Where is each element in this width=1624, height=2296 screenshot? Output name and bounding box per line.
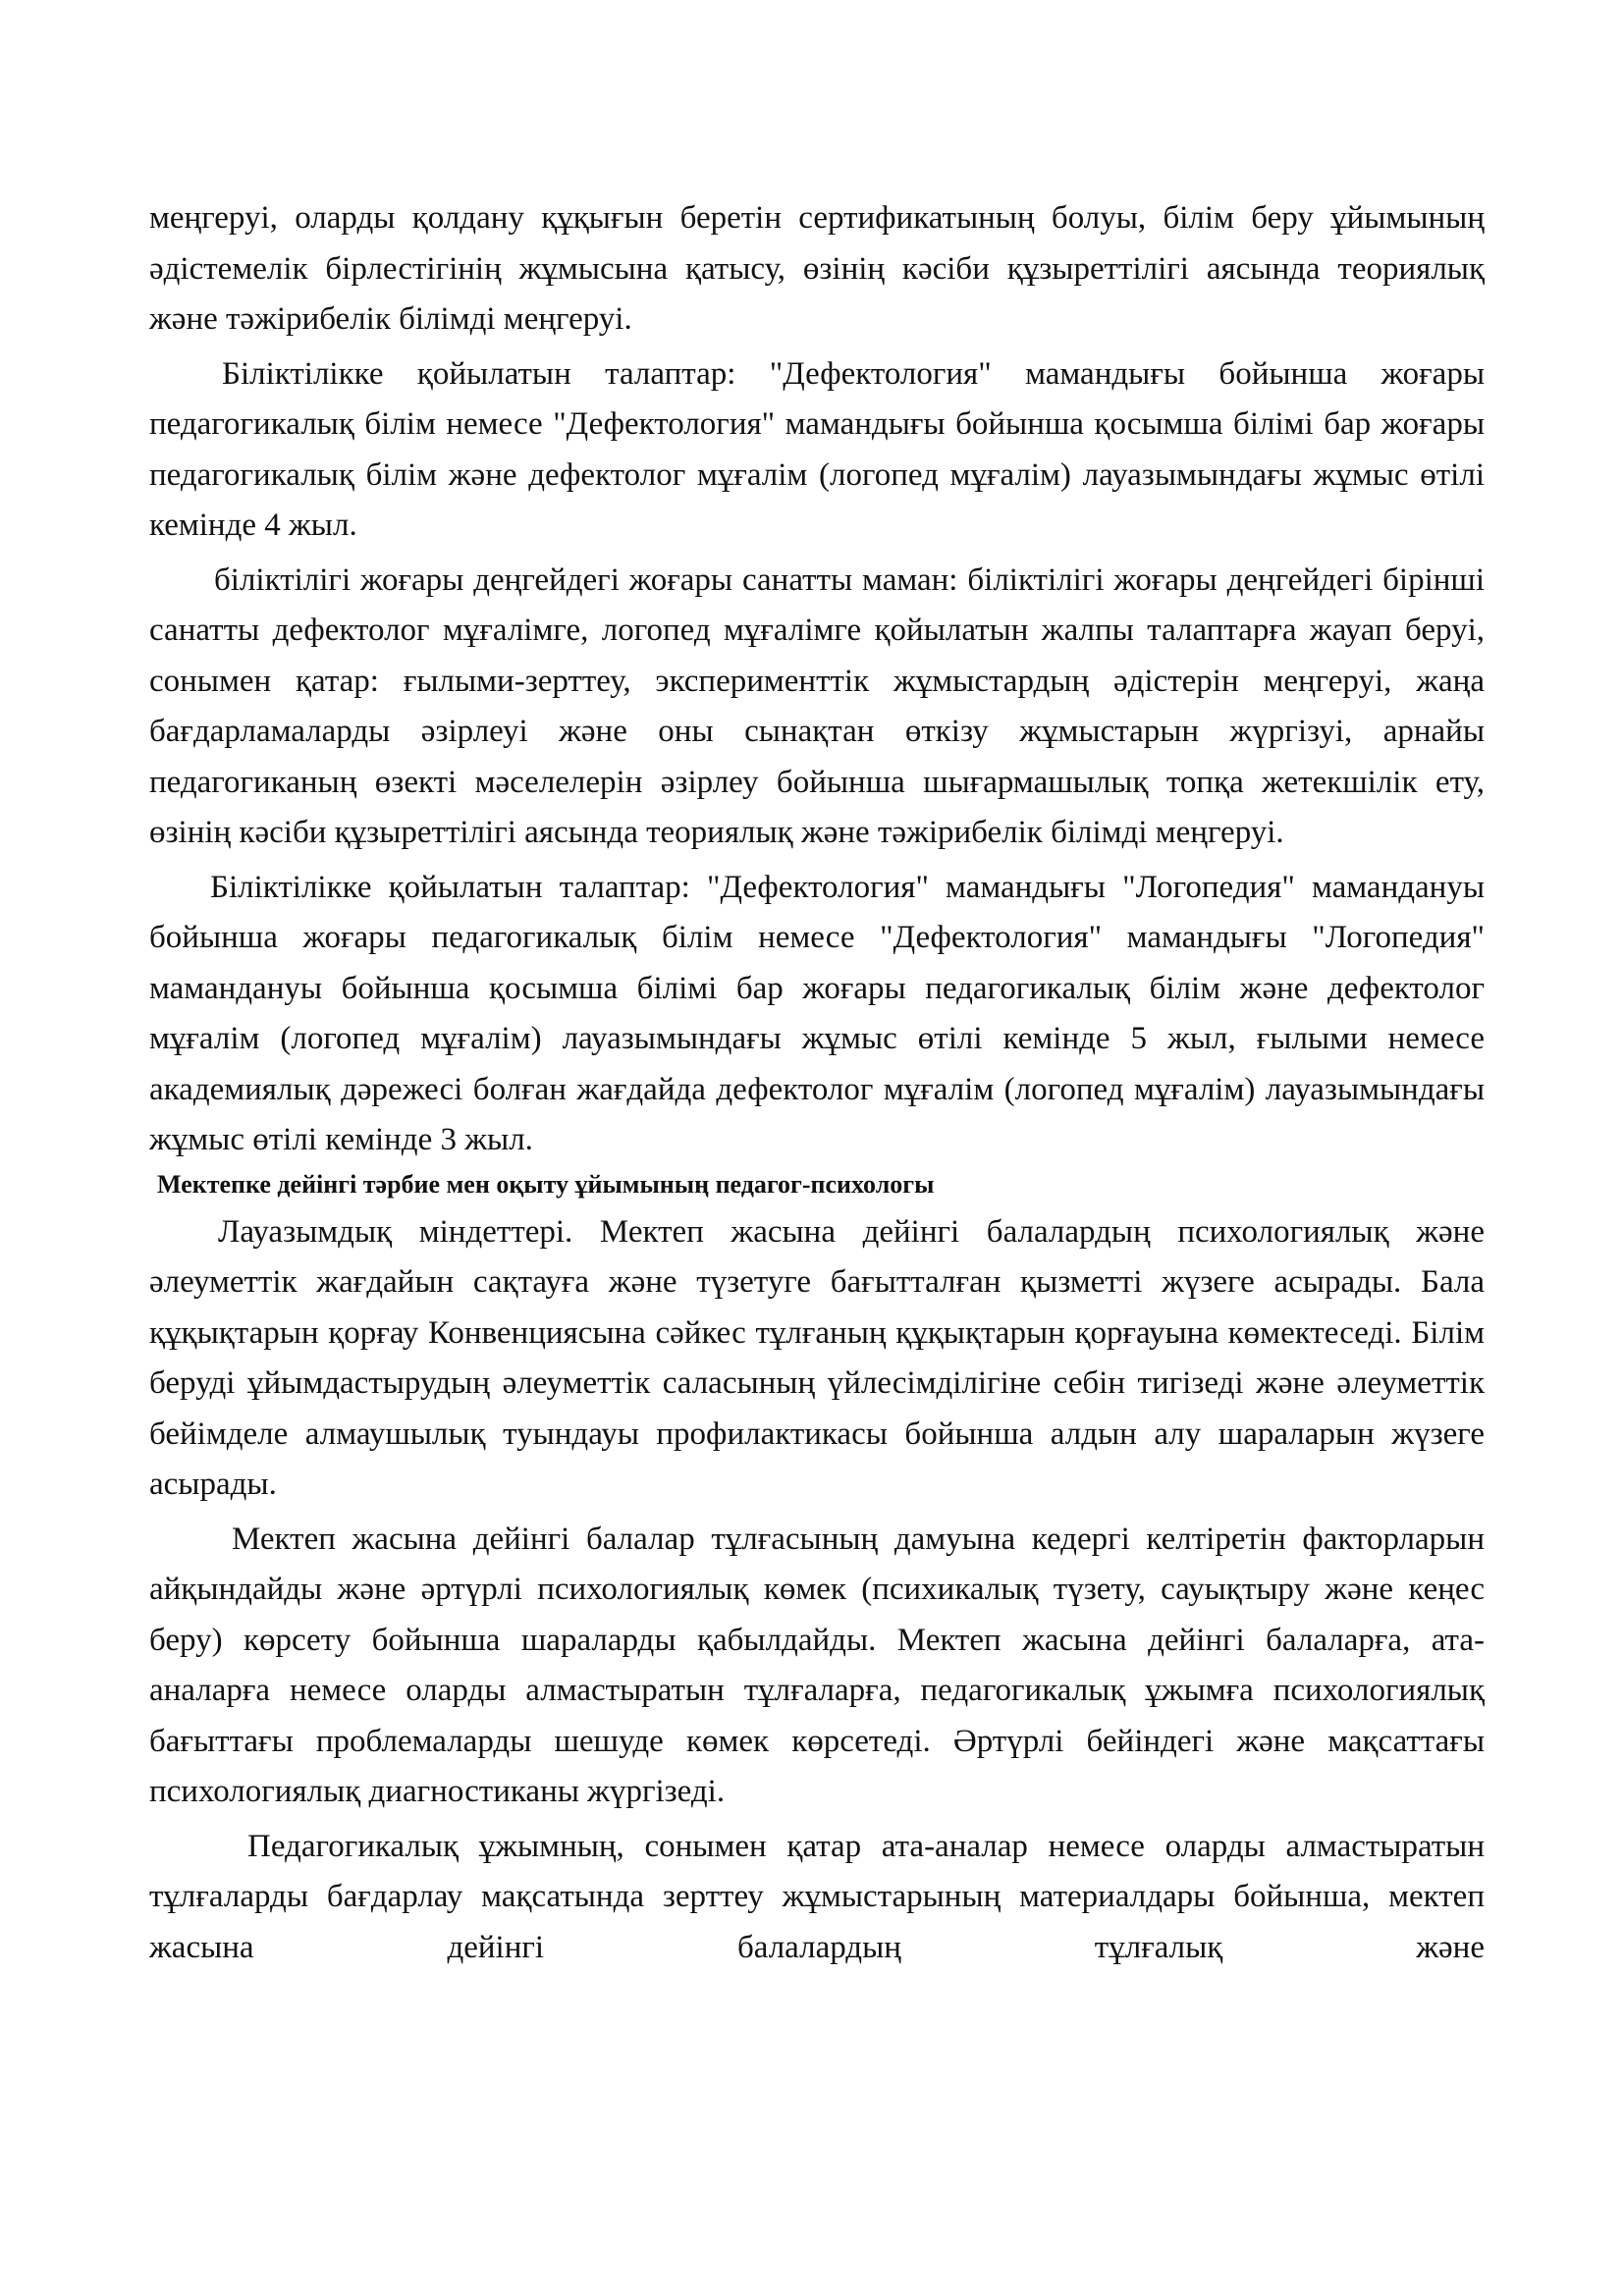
paragraph-research-materials: Педагогикалық ұжымның, сонымен қатар ата-аналар немесе оларды алмастыратын тұлғаларды бағдарлау мақсатында зерттеу жұмыстарының материалдары бойынша, мектеп жасына дейінгі балалардың тұлғалық және [149, 1828, 1485, 1965]
paragraph-qualification-requirements-5-years: Біліктілікке қойылатын талаптар: "Дефектология" мамандығы "Логопедия" мамандануы бойынша жоғары педагогикалық білім немесе "Дефектология" мамандығы "Логопедия" мамандануы бойынша қосымша білімі бар жоғары педагогикалық білім және дефектолог мұғалім (логопед мұғалім) лауазымындағы жұмыс өтілі кемінде 5 жыл, ғылыми немесе академиялық дәрежесі болған жағдайда дефектолог мұғалім (логопед мұғалім) лауазымындағы жұмыс өтілі кемінде 3 жыл. [149, 869, 1485, 1157]
document-page [149, 193, 1485, 1973]
paragraph-job-duties: Лауазымдық міндеттері. Мектеп жасына дейінгі балалардың психологиялық және әлеуметтік жағдайын сақтауға және түзетуге бағытталған қызметті жүзеге асырады. Бала құқықтарын қорғау Конвенциясына сәйкес тұлғаның құқықтарын қорғауына көмектеседі. Білім беруді ұйымдастырудың әлеуметтік саласының үйлесімділігіне себін тигізеді және әлеуметтік бейімделе алмаушылық туындауы профилактикасы бойынша алдын алу шараларын жүзеге асырады. [149, 1213, 1485, 1502]
paragraph-psychological-help: Мектеп жасына дейінгі балалар тұлғасының дамуына кедергі келтіретін факторларын айқындайды және әртүрлі психологиялық көмек (психикалық түзету, сауықтыру және кеңес беру) көрсету бойынша шараларды қабылдайды. Мектеп жасына дейінгі балаларға, ата-аналарға немесе оларды алмастыратын тұлғаларға, педагогикалық ұжымға психологиялық бағыттағы проблемаларды шешуде көмек көрсетеді. Әртүрлі бейіндегі және мақсаттағы психологиялық диагностиканы жүргізеді. [149, 1521, 1485, 1809]
paragraph-qualification-requirements-4-years: Біліктілікке қойылатын талаптар: "Дефектология" мамандығы бойынша жоғары педагогикалық білім немесе "Дефектология" мамандығы бойынша қосымша білімі бар жоғары педагогикалық білім және дефектолог мұғалім (логопед мұғалім) лауазымындағы жұмыс өтілі кемінде 4 жыл. [149, 355, 1485, 543]
section-heading: Мектепке дейінгі тәрбие мен оқыту ұйымының педагог-психологы [157, 1169, 935, 1199]
paragraph-highest-category-specialist: біліктілігі жоғары деңгейдегі жоғары санатты маман: біліктілігі жоғары деңгейдегі бірінші санатты дефектолог мұғалімге, логопед мұғалімге қойылатын жалпы талаптарға жауап беруі, сонымен қатар: ғылыми-зерттеу, эксперименттік жұмыстардың әдістерін меңгеруі, жаңа бағдарламаларды әзірлеуі және оны сынақтан өткізу жұмыстарын жүргізуі, арнайы педагогиканың өзекті мәселелерін әзірлеу бойынша шығармашылық топқа жетекшілік ету, өзінің кәсіби құзыреттілігі аясында теориялық және тәжірибелік білімді меңгеруі. [149, 561, 1485, 850]
paragraph-continuation: меңгеруі, оларды қолдану құқығын беретін сертификатының болуы, білім беру ұйымының әдістемелік бірлестігінің жұмысына қатысу, өзінің кәсіби құзыреттілігі аясында теориялық және тәжірибелік білімді меңгеруі. [149, 200, 1485, 337]
